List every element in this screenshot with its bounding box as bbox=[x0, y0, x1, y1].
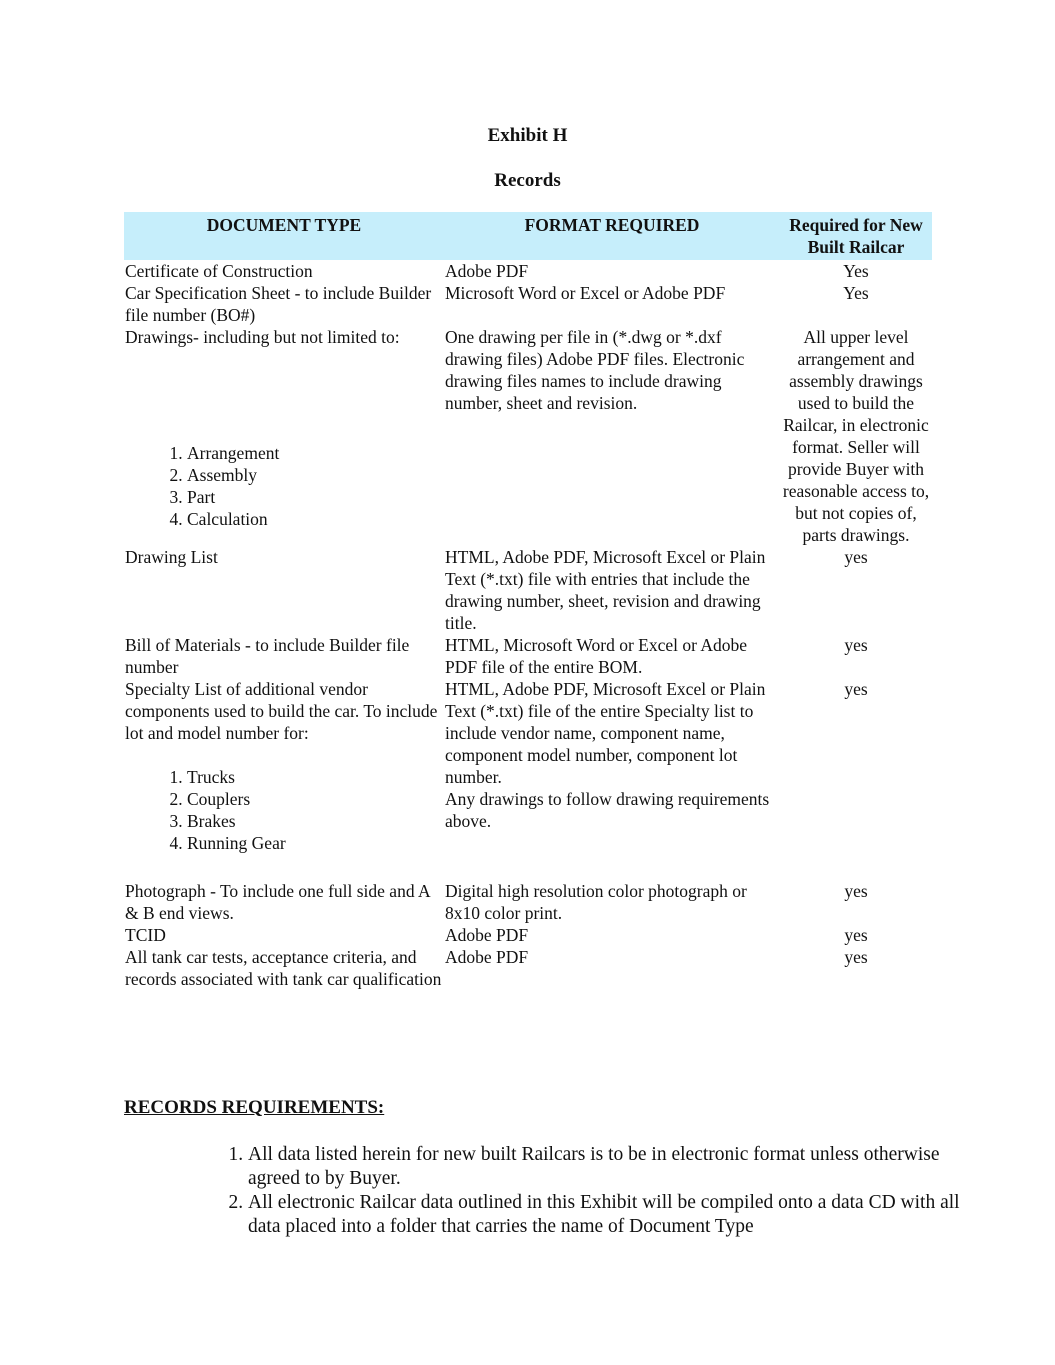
format-cell: One drawing per file in (*.dwg or *.dxf drawing files) Adobe PDF files. Electronic drawing files names to include drawing number, sheet and revision. bbox=[445, 327, 745, 413]
list-item: 1. Trucks bbox=[187, 766, 443, 788]
records-requirements-heading: RECORDS REQUIREMENTS: bbox=[124, 1097, 385, 1118]
format-cell: Microsoft Word or Excel or Adobe PDF bbox=[445, 283, 726, 303]
format-cell bbox=[444, 678, 780, 880]
format-text: HTML, Adobe PDF, Microsoft Excel or Plain Text (*.txt) file of the entire Specialty list to include vendor name, component name, component model number, component lot number. bbox=[445, 679, 766, 787]
format-cell: Digital high resolution color photograph or 8x10 color print. bbox=[445, 881, 747, 923]
header-document-type: DOCUMENT TYPE bbox=[124, 212, 444, 260]
exhibit-title: Exhibit H bbox=[487, 125, 568, 146]
records-table bbox=[124, 212, 932, 990]
required-cell: All upper level arrangement and assembly drawings used to build the Railcar, in electronic format. Seller will provide Buyer with reasonable access to, but not copies of, parts drawings. bbox=[782, 327, 930, 545]
records-requirements-list bbox=[192, 1143, 968, 1239]
table-row bbox=[124, 326, 932, 546]
format-cell: Adobe PDF bbox=[445, 925, 529, 945]
table-row bbox=[124, 282, 932, 326]
format-cell: Adobe PDF bbox=[445, 947, 529, 967]
list-item: 3. Brakes bbox=[187, 810, 443, 832]
table-header-row bbox=[124, 212, 932, 260]
required-cell: yes bbox=[844, 925, 868, 945]
list-item: 3. Part bbox=[187, 486, 443, 508]
list-item: 2. Assembly bbox=[187, 464, 443, 486]
required-cell: Yes bbox=[843, 261, 869, 281]
table-row bbox=[124, 924, 932, 946]
doc-type-cell: TCID bbox=[125, 925, 166, 945]
required-cell: Yes bbox=[843, 283, 869, 303]
table-row bbox=[124, 634, 932, 678]
doc-type-text: Specialty List of additional vendor components used to build the car. To include lot and model number for: bbox=[125, 679, 438, 743]
specialty-components-list bbox=[125, 766, 443, 854]
list-item: 2. Couplers bbox=[187, 788, 443, 810]
list-item: 4. Running Gear bbox=[187, 832, 443, 854]
doc-type-cell: Car Specification Sheet - to include Builder file number (BO#) bbox=[125, 283, 432, 325]
doc-type-cell: Certificate of Construction bbox=[125, 261, 313, 281]
doc-type-text: Drawings- including but not limited to: bbox=[125, 327, 400, 347]
format-cell: Adobe PDF bbox=[445, 261, 529, 281]
table-row bbox=[124, 678, 932, 880]
doc-type-cell: Drawing List bbox=[125, 547, 218, 567]
required-cell: yes bbox=[844, 635, 868, 655]
format-cell: HTML, Adobe PDF, Microsoft Excel or Plain Text (*.txt) file with entries that include the drawing number, sheet, revision and drawing title. bbox=[445, 547, 766, 633]
list-item: 1. All data listed herein for new built Railcars is to be in electronic format unless otherwise agreed to by Buyer. bbox=[248, 1143, 968, 1191]
drawing-types-list bbox=[125, 442, 443, 530]
table-row bbox=[124, 260, 932, 282]
doc-type-cell: Bill of Materials - to include Builder file number bbox=[125, 635, 410, 677]
table-row bbox=[124, 946, 932, 990]
records-subtitle: Records bbox=[494, 170, 561, 191]
list-item: 1. Arrangement bbox=[187, 442, 443, 464]
required-cell: yes bbox=[844, 679, 868, 699]
list-item: 4. Calculation bbox=[187, 508, 443, 530]
doc-type-cell: All tank car tests, acceptance criteria, and records associated with tank car qualification bbox=[125, 947, 442, 989]
required-cell: yes bbox=[844, 881, 868, 901]
list-item: 2. All electronic Railcar data outlined in this Exhibit will be compiled onto a data CD with all data placed into a folder that carries the name of Document Type bbox=[248, 1191, 968, 1239]
format-cell: HTML, Microsoft Word or Excel or Adobe PDF file of the entire BOM. bbox=[445, 635, 748, 677]
doc-type-cell: Photograph - To include one full side and A & B end views. bbox=[125, 881, 430, 923]
required-cell: yes bbox=[844, 947, 868, 967]
required-cell: yes bbox=[844, 547, 868, 567]
format-note: Any drawings to follow drawing requirements above. bbox=[445, 789, 770, 831]
header-format-required: FORMAT REQUIRED bbox=[444, 212, 780, 260]
table-row bbox=[124, 546, 932, 634]
header-required-new-built: Required for New Built Railcar bbox=[780, 212, 932, 260]
doc-type-cell bbox=[124, 326, 444, 546]
doc-type-cell bbox=[124, 678, 444, 880]
table-row bbox=[124, 880, 932, 924]
